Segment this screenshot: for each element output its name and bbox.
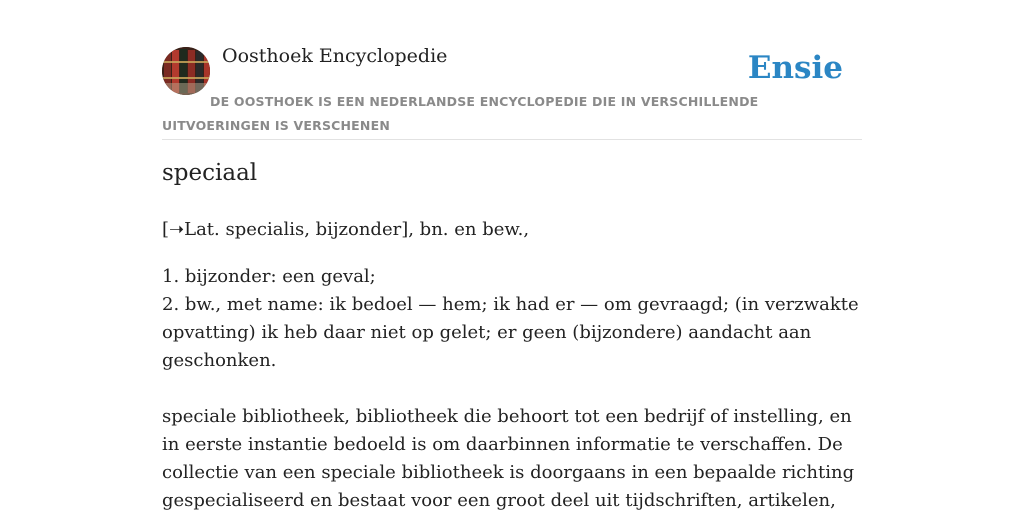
- entry-paragraph: speciale bibliotheek, bibliotheek die behoort tot een bedrijf of instelling, en in eerste instantie bedoeld is om daarbinnen informatie te verschaffen. De collectie van een speciale bibliotheek is doorgaans in een bepaalde richting gespecialiseerd en bestaat voor een groot deel uit tijdschriften, artikelen,: [162, 406, 855, 511]
- etymology-bracket: [: [162, 219, 170, 240]
- page: [162, 0, 862, 511]
- book-spines-logo-icon[interactable]: [162, 47, 210, 95]
- site-title[interactable]: Oosthoek Encyclopedie: [222, 45, 448, 67]
- logo-graphic: [162, 47, 210, 95]
- definitions-list: [162, 263, 862, 375]
- etymology-line: [162, 216, 529, 244]
- definition-item: 2. bw., met name: ik bedoel — hem; ik had er — om gevraagd; (in verzwakte opvatting) ik heb daar niet op gelet; er geen (bijzondere) aandacht aan geschonken.: [162, 294, 859, 371]
- site-tagline: DE OOSTHOEK IS EEN NEDERLANDSE ENCYCLOPEDIE DIE IN VERSCHILLENDE UITVOERINGEN IS VERSCHENEN: [162, 94, 759, 133]
- site-header: [162, 0, 862, 140]
- definition-item: 1. bijzonder: een geval;: [162, 266, 376, 287]
- entry-title: speciaal: [162, 160, 258, 186]
- arrow-icon[interactable]: ➝: [169, 219, 185, 240]
- etymology-text: Lat. specialis, bijzonder], bn. en bew.,: [184, 219, 530, 240]
- brand-logo-text[interactable]: Ensie: [747, 50, 843, 86]
